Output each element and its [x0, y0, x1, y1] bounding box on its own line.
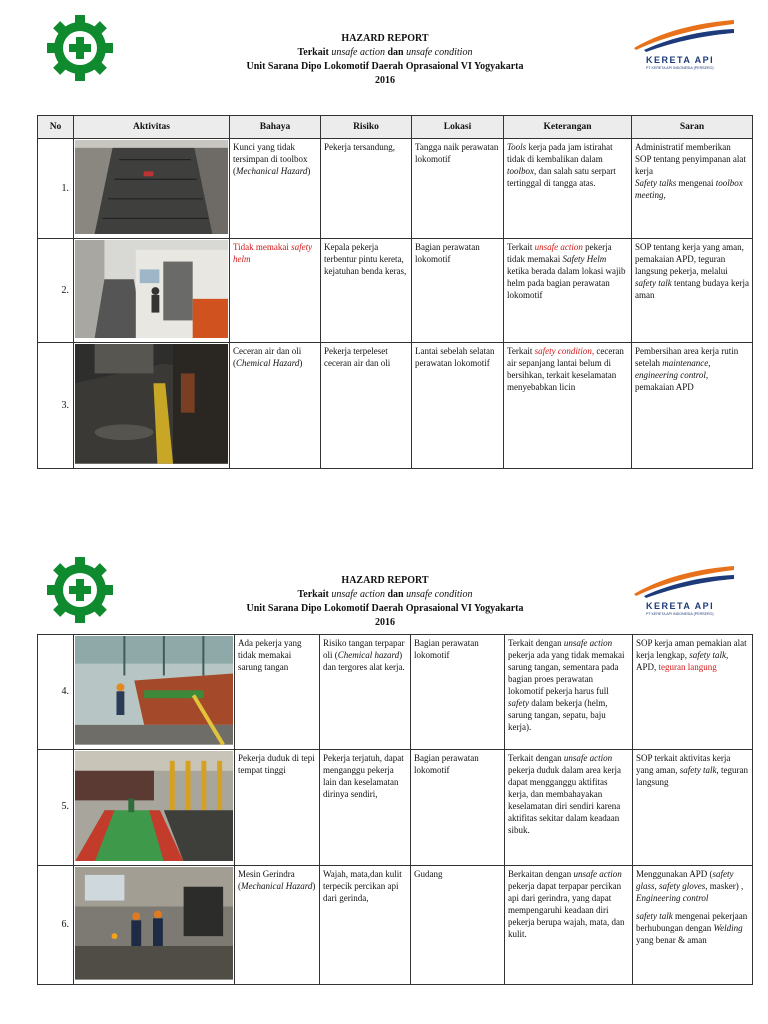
bahaya-cell: Tidak memakai safety helm: [230, 239, 321, 343]
table-row: [38, 239, 753, 343]
activity-photo: [74, 749, 235, 866]
row-number: 3.: [38, 343, 74, 469]
svg-text:KERETA API: KERETA API: [646, 601, 715, 611]
row-number: 1.: [38, 139, 74, 239]
report-heading: [150, 32, 620, 88]
row-number: 5.: [38, 749, 74, 866]
risiko-cell: Wajah, mata,dan kulit terpecik percikan api dari gerinda,: [320, 866, 411, 985]
saran-cell: Administratif memberikan SOP tentang penyimpanan alat kerja Safety talks mengenai toolbox meeting,: [632, 139, 753, 239]
photo-workshop-pit-icon: [75, 751, 233, 862]
lokasi-cell: Bagian perawatan lokomotif: [411, 749, 505, 866]
report-section-2: [0, 550, 768, 1024]
risiko-cell: Pekerja tersandung,: [321, 139, 412, 239]
report-title: HAZARD REPORT: [341, 575, 429, 586]
table-row: [38, 749, 753, 866]
table-row: [38, 866, 753, 985]
saran-cell: SOP kerja aman pemakian alat kerja lengkap, safety talk, APD, teguran langung: [633, 635, 753, 750]
risiko-cell: Pekerja terjatuh, dapat menganggu pekerja lain dan keselamatan dirinya sendiri,: [320, 749, 411, 866]
kereta-api-logo: [628, 560, 736, 616]
k3-gear-cross-icon: [46, 556, 114, 624]
report-heading: [150, 574, 620, 630]
lokasi-cell: Lantai sebelah selatan perawatan lokomotif: [412, 343, 504, 469]
keterangan-cell: Terkait safety condition, ceceran air sepanjang lantai belum di bersihkan, terkait keselamatan menyebabkan licin: [504, 343, 632, 469]
row-number: 6.: [38, 866, 74, 985]
report-year: 2016: [375, 75, 395, 86]
saran-cell: Menggunakan APD (safety glass, safety gloves, masker) , Engineering control safety talk mengenai pekerjaan berhubungan dengan Welding yang benar & aman: [633, 866, 753, 985]
keterangan-cell: Terkait unsafe action pekerja tidak memakai Safety Helm ketika berada dalam lokasi wajib helm pada bagian perawatan lokomotif: [504, 239, 632, 343]
bahaya-cell: Ada pekerja yang tidak memakai sarung tangan: [235, 635, 320, 750]
hazard-table-1: [37, 115, 753, 469]
bahaya-cell: Pekerja duduk di tepi tempat tinggi: [235, 749, 320, 866]
keterangan-cell: Terkait dengan unsafe action pekerja ada yang tidak memakai sarung tangan, sementara pada bagian proes perawatan lokomotif pekerja harus full safety dalam bekerja (helm, sarung tangan, sepatu, baju kerja).: [505, 635, 633, 750]
col-header-no: No: [38, 116, 74, 139]
col-header-saran: Saran: [632, 116, 753, 139]
lokasi-cell: Tangga naik perawatan lokomotif: [412, 139, 504, 239]
svg-text:KERETA API: KERETA API: [646, 55, 715, 65]
table-header-row: [38, 116, 753, 139]
bahaya-cell: Kunci yang tidak tersimpan di toolbox (Mechanical Hazard): [230, 139, 321, 239]
saran-cell: SOP terkait aktivitas kerja yang aman, safety talk, teguran langsung: [633, 749, 753, 866]
activity-photo: [74, 139, 230, 239]
report-subtitle: Terkait unsafe action dan unsafe condition: [297, 589, 473, 600]
lokasi-cell: Bagian perawatan lokomotif: [412, 239, 504, 343]
photo-worker-on-locomotive-icon: [75, 240, 228, 338]
report-unit: Unit Sarana Dipo Lokomotif Daerah Oprasaional VI Yogyakarta: [246, 603, 524, 614]
col-header-lokasi: Lokasi: [412, 116, 504, 139]
table-row: [38, 343, 753, 469]
table-row: [38, 635, 753, 750]
keterangan-cell: Berkaitan dengan unsafe action pekerja dapat terpapar percikan api dari gerindra, yang dapat mempengaruhi keadaan diri pekerja berupa wajah, mata, dan kulit.: [505, 866, 633, 985]
lokasi-cell: Gudang: [411, 866, 505, 985]
activity-photo: [74, 343, 230, 469]
activity-photo: [74, 635, 235, 750]
bahaya-cell: Ceceran air dan oli (Chemical Hazard): [230, 343, 321, 469]
keterangan-cell: Terkait dengan unsafe action pekerja duduk dalam area kerja dapat mengganggu aktifitas kerja, dan membahayakan keselamatan diri sendiri karena aktifitas sekitar dalam keadaan sibuk.: [505, 749, 633, 866]
saran-cell: Pembersihan area kerja rutin setelah maintenance, engineering control, pemakaian APD: [632, 343, 753, 469]
col-header-aktivitas: Aktivitas: [74, 116, 230, 139]
photo-grinding-warehouse-icon: [75, 867, 233, 980]
bahaya-cell: Mesin Gerindra (Mechanical Hazard): [235, 866, 320, 985]
svg-text:PT KERETA API INDONESIA (PERSE: PT KERETA API INDONESIA (PERSERO): [646, 612, 714, 616]
lokasi-cell: Bagian perawatan lokomotif: [411, 635, 505, 750]
risiko-cell: Kepala pekerja terbentur pintu kereta, kejatuhan benda keras,: [321, 239, 412, 343]
risiko-cell: Risiko tangan terpapar oli (Chemical hazard) dan tergores alat kerja.: [320, 635, 411, 750]
report-unit: Unit Sarana Dipo Lokomotif Daerah Oprasaional VI Yogyakarta: [246, 61, 524, 72]
col-header-keterangan: Keterangan: [504, 116, 632, 139]
row-number: 2.: [38, 239, 74, 343]
report-subtitle: Terkait unsafe action dan unsafe condition: [297, 47, 473, 58]
keterangan-cell: Tools kerja pada jam istirahat tidak di kembalikan dalam toolbox, dan salah satu serpart tertinggal di tangga atas.: [504, 139, 632, 239]
row-number: 4.: [38, 635, 74, 750]
report-year: 2016: [375, 617, 395, 628]
col-header-bahaya: Bahaya: [230, 116, 321, 139]
col-header-risiko: Risiko: [321, 116, 412, 139]
report-section-1: [0, 0, 768, 470]
kereta-api-logo: [628, 14, 736, 70]
photo-workers-maintenance-icon: [75, 636, 233, 745]
activity-photo: [74, 239, 230, 343]
table-row: [38, 139, 753, 239]
svg-text:PT KERETA API INDONESIA (PERSE: PT KERETA API INDONESIA (PERSERO): [646, 66, 714, 70]
report-title: HAZARD REPORT: [341, 33, 429, 44]
saran-cell: SOP tentang kerja yang aman, pemakaian APD, teguran langsung pekerja, melalui safety talk tentang budaya kerja aman: [632, 239, 753, 343]
k3-gear-cross-icon: [46, 14, 114, 82]
risiko-cell: Pekerja terpeleset ceceran air dan oli: [321, 343, 412, 469]
photo-wet-floor-icon: [75, 344, 228, 464]
activity-photo: [74, 866, 235, 985]
photo-locomotive-roof-icon: [75, 140, 228, 234]
hazard-table-2: [37, 634, 753, 985]
